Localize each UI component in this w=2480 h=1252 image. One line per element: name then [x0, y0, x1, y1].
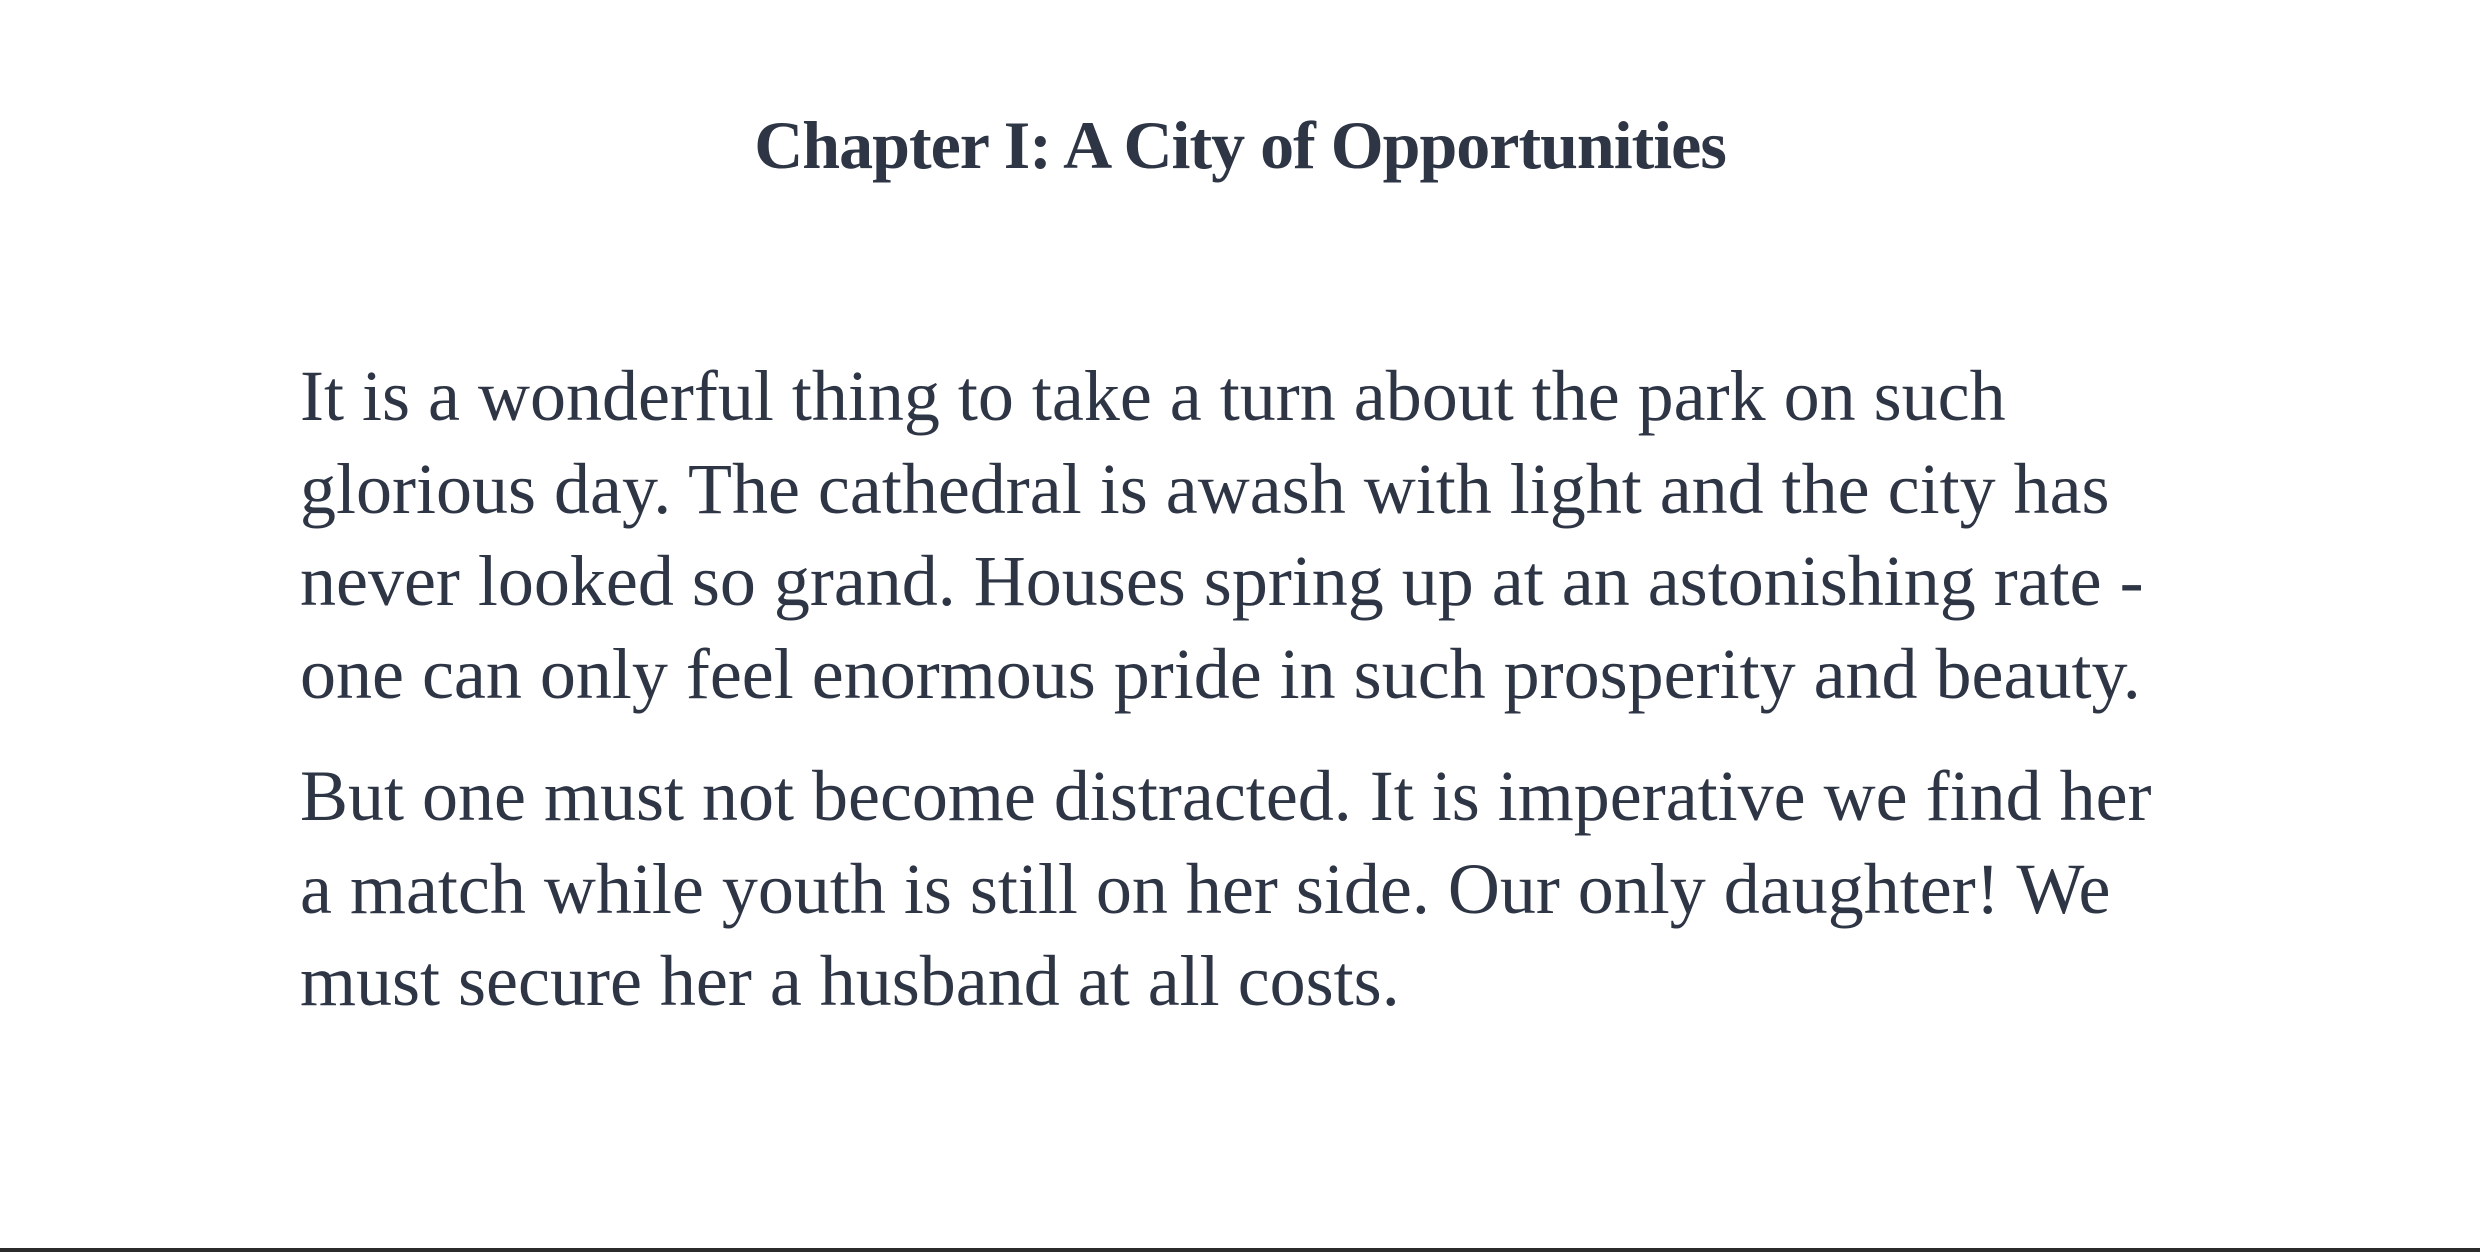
chapter-title: Chapter I: A City of Opportunities [754, 107, 1726, 183]
story-paragraph-1: It is a wonderful thing to take a turn about the park on such glorious day. The cathedral is awash with light and the city has never looked so grand. Houses spring up at an astonishing rate - one can only feel enormous pride in such prosperity and beauty. [300, 356, 2144, 714]
bottom-divider [0, 1248, 2480, 1252]
story-text[interactable] [300, 350, 2200, 1058]
story-paragraph-2: But one must not become distracted. It is imperative we find her a match while youth is still on her side. Our only daughter! We must secure her a husband at all costs. [300, 756, 2152, 1021]
